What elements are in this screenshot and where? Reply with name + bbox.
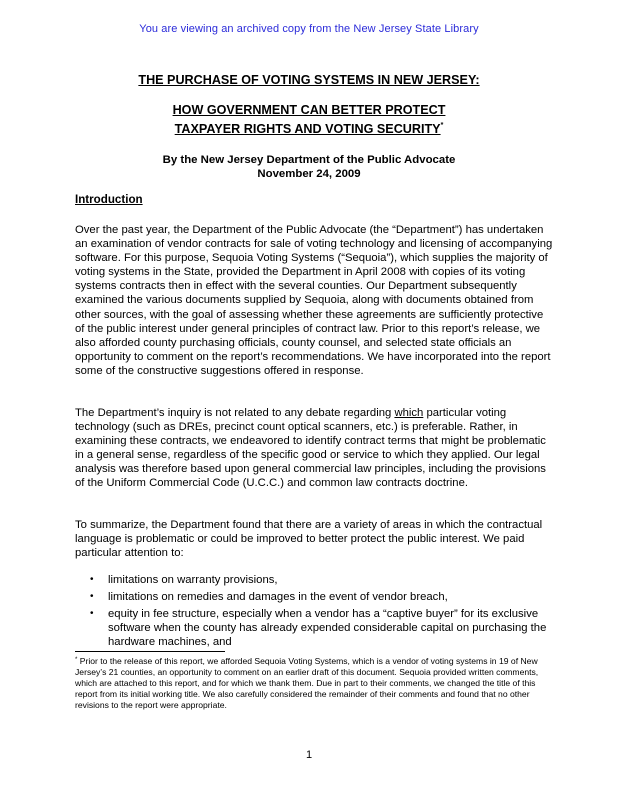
list-item-text: limitations on warranty provisions, (108, 574, 278, 586)
title-line-2: HOW GOVERNMENT CAN BETTER PROTECT (172, 103, 446, 117)
bullet-list (90, 573, 555, 652)
bullet-icon: • (90, 574, 94, 585)
bullet-icon: • (90, 591, 94, 603)
document-title (0, 73, 618, 137)
list-item (90, 573, 555, 587)
paragraph-2-underlined-word: which (394, 407, 424, 419)
page-number: 1 (305, 749, 313, 761)
title-footnote-mark: * (440, 122, 444, 129)
byline-date: November 24, 2009 (257, 168, 361, 180)
footnote-divider (75, 651, 225, 652)
paragraph-2-text-a: The Department’s inquiry is not related to any debate regarding (75, 407, 395, 419)
list-item-text: equity in fee structure, especially when a vendor has a “captive buyer” for its exclusive software when the county has already expended considerable capital on purchasing the hardware machines, and (108, 608, 547, 649)
footnote-text: Prior to the release of this report, we afforded Sequoia Voting Systems, which is a vendor of voting systems in 19 of New Jersey’s 21 counties, an opportunity to comment on an earlier draft of this document. Sequoia provided written comments, which are attached to this report, and for which we thank them. Due in part to their comments, we changed the title of this report from its initial working title. We also carefully considered the remainder of their comments and found that no other revisions to the report were appropriate. (75, 656, 539, 711)
archive-banner: You are viewing an archived copy from the New Jersey State Library (139, 23, 479, 35)
paragraph-2 (75, 406, 555, 491)
byline-author: By the New Jersey Department of the Public Advocate (162, 154, 456, 166)
list-item (90, 607, 555, 649)
title-line-1: THE PURCHASE OF VOTING SYSTEMS IN NEW JERSEY: (138, 73, 480, 87)
paragraph-2-text-b: particular voting technology (such as DREs, precinct count optical scanners, etc.) is preferable. Rather, in examining these contracts, we endeavored to identify contract terms that might be problematic in a general sense, regardless of the specific good or service to which they applied. Our legal analysis was therefore based upon general commercial law principles, including the provisions of the Uniform Commercial Code (U.C.C.) and common law contracts doctrine. (75, 407, 546, 490)
list-item (90, 590, 555, 604)
title-line-3: TAXPAYER RIGHTS AND VOTING SECURITY (174, 122, 441, 136)
paragraph-3: To summarize, the Department found that there are a variety of areas in which the contractual language is problematic or could be improved to better protect the public interest. We paid particular attention to: (75, 519, 543, 560)
list-item-text: limitations on remedies and damages in the event of vendor breach, (108, 591, 448, 604)
bullet-icon: • (90, 608, 94, 620)
paragraph-1: Over the past year, the Department of the Public Advocate (the “Department”) has undertaken an examination of vendor contracts for sale of voting technology and licensing of accompanying software. For this purpose, Sequoia Voting Systems (“Sequoia”), which supplies the majority of voting systems in the State, provided the Department in April 2008 with copies of its voting systems contracts then in effect with the several counties. Our Department subsequently examined the various documents supplied by Sequoia, along with documents obtained from other sources, with the goal of assessing whether these agreements are sufficiently protective of the public interest under general principles of contract law. Prior to this report’s release, we also afforded county purchasing officials, county counsel, and selected state officials an opportunity to comment on the report’s recommendations. We have incorporated into the report some of the constructive suggestions offered in response. (75, 224, 553, 377)
section-heading-introduction: Introduction (75, 193, 143, 206)
footnote (75, 655, 555, 711)
footnote-mark: * (75, 657, 78, 663)
byline (0, 153, 618, 181)
